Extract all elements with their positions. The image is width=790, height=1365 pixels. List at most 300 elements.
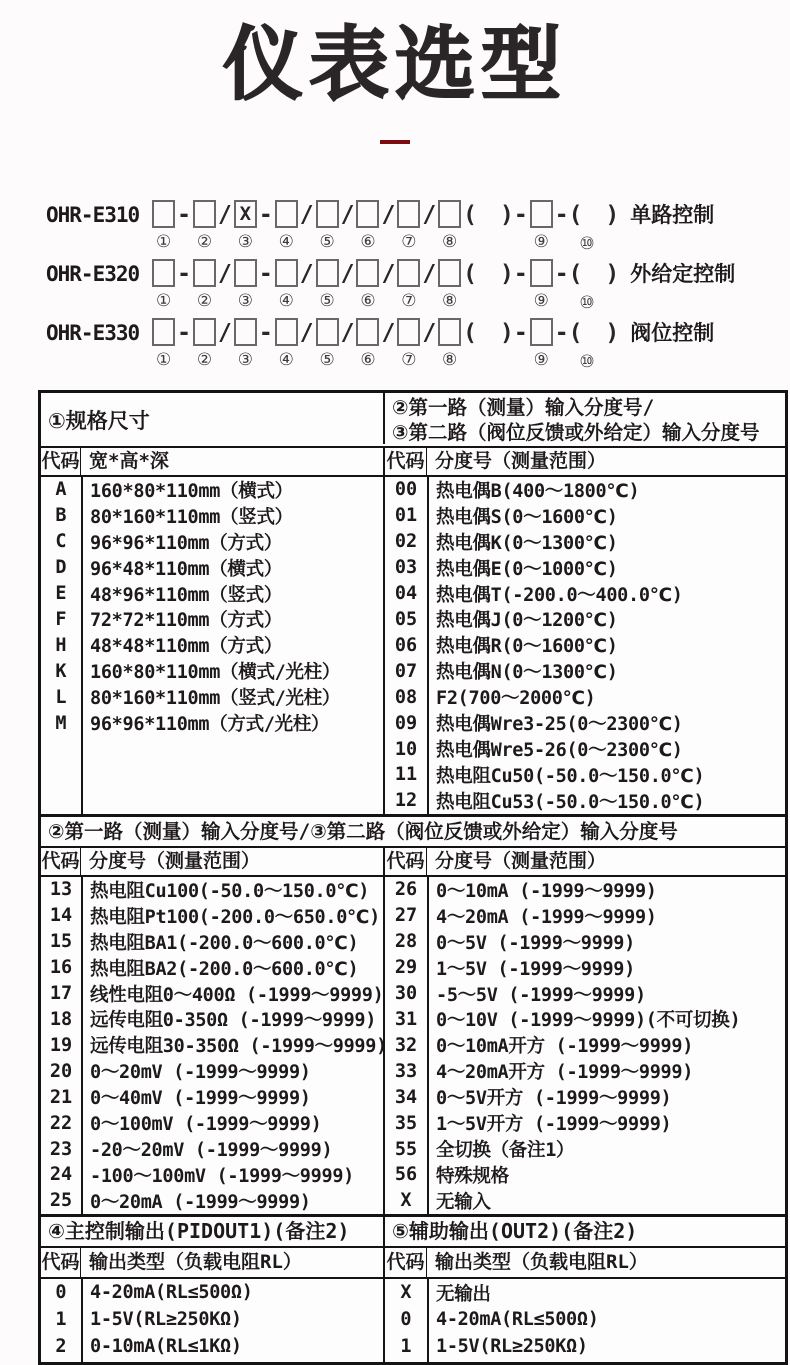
- model-separator: [300, 200, 314, 253]
- row-code: E: [55, 583, 67, 605]
- model-code-box: [356, 200, 379, 228]
- circled-number: ⑦: [401, 290, 417, 311]
- section3-left-header: ④主控制输出(PIDOUT1)(备注2): [48, 1219, 350, 1243]
- col-header-code: 代码: [385, 448, 427, 475]
- model-code-box: [530, 318, 553, 346]
- model-code-box: [152, 200, 175, 228]
- model-code-slot: [152, 259, 175, 310]
- model-code-box: [275, 200, 298, 228]
- model-code-box: [530, 259, 553, 287]
- model-code-slot: [234, 318, 257, 369]
- separator-text: ( )-: [463, 201, 528, 228]
- row-desc: 热电阻Cu53(-50.0～150.0℃): [436, 791, 705, 813]
- table-row: [41, 658, 383, 684]
- row-code: 1: [55, 1309, 67, 1330]
- row-desc: 1～5V (-1999～9999): [436, 958, 635, 980]
- table-row: [41, 1162, 383, 1188]
- row-desc: 热电阻Pt100(-200.0～650.0℃): [90, 906, 380, 928]
- table-row: [41, 1032, 387, 1058]
- model-separator: [555, 200, 620, 253]
- model-code-slot: [438, 318, 461, 369]
- row-desc: 远传电阻0-350Ω (-1999～9999): [90, 1010, 377, 1032]
- section1-left-pane: [41, 477, 383, 814]
- col-header-code: 代码: [385, 848, 427, 875]
- table-row: [41, 929, 383, 955]
- row-desc: 热电偶B(400～1800℃): [436, 480, 640, 502]
- model-code-box: [438, 318, 461, 346]
- separator-text: -: [177, 201, 192, 228]
- col-header-code: 代码: [385, 1248, 427, 1277]
- control-type-label: 阀位控制: [630, 320, 715, 345]
- model-code-slot: [397, 318, 420, 369]
- model-code-box: [316, 318, 339, 346]
- table-row: [41, 981, 383, 1007]
- row-desc: 热电偶N(0～1300℃): [436, 662, 618, 684]
- row-code: 25: [49, 1190, 73, 1212]
- circled-number: ⑥: [360, 290, 376, 311]
- table-row: [385, 762, 785, 788]
- row-code: 35: [394, 1112, 418, 1134]
- model-code-slot: [397, 259, 420, 310]
- row-code: 19: [49, 1034, 73, 1056]
- model-code-slot: [438, 200, 461, 251]
- table-row: [41, 632, 383, 658]
- row-desc: 热电阻Cu100(-50.0～150.0℃): [90, 880, 370, 902]
- table-row: [385, 1110, 785, 1136]
- model-code-slot: [193, 259, 216, 310]
- row-code: 2: [55, 1336, 67, 1357]
- circled-number: ①: [156, 349, 172, 370]
- row-code: 22: [49, 1112, 73, 1134]
- separator-text: /: [218, 201, 232, 228]
- row-code: 26: [394, 879, 418, 901]
- model-code-slot: [234, 259, 257, 310]
- circled-number: ④: [278, 231, 294, 252]
- col-header-range: 分度号（测量范围）: [435, 850, 607, 872]
- column-divider: [81, 877, 83, 1214]
- row-desc: 1-5V(RL≥250KΩ): [436, 1336, 588, 1357]
- table-row: [41, 503, 383, 529]
- table-row: [385, 955, 785, 981]
- model-code-box: [193, 318, 216, 346]
- circled-number: ⑩: [579, 292, 595, 313]
- table-row: [385, 1333, 785, 1360]
- circled-number: ③: [237, 349, 253, 370]
- row-desc: 4-20mA(RL≤500Ω): [90, 1282, 253, 1303]
- row-desc: 热电阻BA2(-200.0～600.0℃): [90, 958, 359, 980]
- row-code: 21: [49, 1086, 73, 1108]
- row-code: 0: [400, 1309, 412, 1330]
- row-desc: 热电偶T(-200.0～400.0℃): [436, 584, 683, 606]
- table-row: [41, 1306, 383, 1333]
- model-separator: [177, 259, 191, 312]
- model-separator: [555, 259, 620, 312]
- separator-text: -: [177, 260, 192, 287]
- row-desc: 热电偶Wre3-25(0～2300℃): [436, 714, 683, 736]
- circled-number: [345, 236, 350, 253]
- row-code: 32: [394, 1034, 418, 1056]
- section2-rows: [41, 877, 785, 1214]
- separator-text: /: [299, 201, 314, 228]
- circled-number: ⑤: [319, 231, 335, 252]
- model-code-box: [234, 259, 257, 287]
- table-row: [385, 529, 785, 555]
- circled-number: [386, 295, 391, 312]
- selection-table: [38, 390, 788, 1365]
- model-separator: [422, 200, 436, 253]
- circled-number: ④: [278, 290, 294, 311]
- row-code: 29: [394, 957, 418, 979]
- table-row: [385, 581, 785, 607]
- table-row: [41, 477, 383, 503]
- circled-number: [427, 236, 432, 253]
- model-separator: [300, 318, 314, 371]
- row-desc: 0-10mA(RL≤1KΩ): [90, 1336, 242, 1357]
- model-separator: [381, 200, 395, 253]
- col-header-code: 代码: [41, 848, 81, 875]
- separator-text: ( )-: [463, 260, 528, 287]
- circled-number: [181, 354, 186, 371]
- row-code: C: [55, 531, 67, 553]
- col-header-code: 代码: [41, 1248, 81, 1277]
- row-desc: 72*72*110mm（方式）: [90, 610, 283, 632]
- separator-text: -: [177, 319, 192, 346]
- row-desc: 0～20mV (-1999～9999): [90, 1062, 311, 1084]
- model-code-box: [438, 200, 461, 228]
- circled-number: ⑤: [319, 290, 335, 311]
- separator-text: /: [340, 201, 355, 228]
- model-code-box: [193, 259, 216, 287]
- circled-number: ②: [196, 290, 213, 311]
- separator-text: ( )-: [463, 319, 528, 346]
- table-row: [41, 903, 383, 929]
- model-code-slot: [152, 318, 175, 369]
- col-header-range: 分度号（测量范围）: [435, 450, 607, 472]
- table-row: [41, 1084, 383, 1110]
- separator-text: /: [218, 319, 232, 346]
- section3-right-pane: [383, 1279, 785, 1362]
- row-desc: 全切换（备注1）: [436, 1140, 575, 1162]
- row-desc: 4～20mA开方 (-1999～9999): [436, 1062, 694, 1084]
- row-desc: 80*160*110mm（竖式/光柱）: [90, 688, 341, 710]
- model-separator: [341, 318, 355, 371]
- circled-number: ⑨: [533, 290, 549, 311]
- row-code: L: [55, 686, 67, 708]
- model-separator: [463, 259, 528, 312]
- row-desc: 0～5V开方 (-1999～9999): [436, 1088, 672, 1110]
- section1-rows: [41, 477, 785, 814]
- row-desc: 热电阻Cu50(-50.0～150.0℃): [436, 765, 705, 787]
- table-row: [41, 581, 383, 607]
- row-desc: 1-5V(RL≥250KΩ): [90, 1309, 242, 1330]
- model-line: [46, 259, 790, 313]
- column-divider: [427, 877, 429, 1214]
- separator-text: /: [381, 319, 396, 346]
- model-code-slot: [438, 259, 461, 310]
- model-name: OHR-E330: [46, 320, 140, 345]
- circled-number: ④: [278, 349, 294, 370]
- row-desc: 80*160*110mm（竖式）: [90, 506, 293, 528]
- table-row: [385, 736, 785, 762]
- separator-text: /: [422, 260, 437, 287]
- separator-text: /: [340, 319, 355, 346]
- model-code-box: [356, 318, 379, 346]
- model-separator: [259, 259, 273, 312]
- column-divider: [427, 477, 429, 814]
- separator-text: -( ): [554, 260, 620, 287]
- row-desc: 48*96*110mm（竖式）: [90, 584, 283, 606]
- section1-right-header-line2: ③第二路（阀位反馈或外给定）输入分度号: [392, 421, 760, 444]
- row-desc: 热电阻BA1(-200.0～600.0℃): [90, 932, 359, 954]
- table-row: [385, 1162, 785, 1188]
- row-code: X: [400, 1282, 412, 1303]
- separator-text: -( ): [554, 201, 620, 228]
- table-row: [385, 658, 785, 684]
- separator-text: -( ): [554, 319, 620, 346]
- row-code: 11: [394, 764, 418, 786]
- row-code: 24: [49, 1164, 73, 1186]
- table-row: [41, 555, 383, 581]
- model-separator: [381, 318, 395, 371]
- section3-right-header: ⑤辅助输出(OUT2)(备注2): [383, 1217, 785, 1246]
- col-header-code: 代码: [41, 448, 81, 475]
- model-code-slot: [356, 318, 379, 369]
- model-code-slot: [316, 259, 339, 310]
- separator-text: /: [381, 260, 396, 287]
- section1-right-pane: [383, 477, 785, 814]
- circled-number: ⑧: [442, 231, 458, 252]
- row-desc: F2(700～2000℃): [436, 688, 596, 710]
- circled-number: [222, 295, 227, 312]
- model-separator: [218, 318, 232, 371]
- table-row: [41, 529, 383, 555]
- circled-number: [345, 354, 350, 371]
- model-code-slot: [316, 200, 339, 251]
- row-desc: -20～20mV (-1999～9999): [90, 1140, 333, 1162]
- separator-text: -: [258, 201, 273, 228]
- col-header-size: 宽*高*深: [89, 450, 169, 472]
- model-code-slot: [234, 200, 257, 251]
- circled-number: ⑥: [360, 349, 376, 370]
- separator-text: /: [218, 260, 232, 287]
- model-code-box: [530, 200, 553, 228]
- row-code: 05: [394, 608, 418, 630]
- table-row: [41, 1188, 383, 1214]
- row-desc: 热电偶K(0～1300℃): [436, 532, 618, 554]
- circled-number: ②: [196, 231, 213, 252]
- control-type-label: 外给定控制: [630, 261, 736, 286]
- circled-number: ⑦: [401, 231, 417, 252]
- row-desc: 1～5V开方 (-1999～9999): [436, 1114, 672, 1136]
- circled-number: [181, 295, 186, 312]
- row-code: 30: [394, 983, 418, 1005]
- model-name: OHR-E320: [46, 261, 140, 286]
- table-row: [385, 981, 785, 1007]
- table-row: [385, 1032, 785, 1058]
- row-desc: 0～20mA (-1999～9999): [90, 1191, 311, 1213]
- model-code-box: [234, 318, 257, 346]
- circled-number: [493, 236, 498, 253]
- model-separator: [259, 318, 273, 371]
- table-row: [385, 684, 785, 710]
- circled-number: [386, 354, 391, 371]
- table-row: [41, 877, 383, 903]
- row-code: 14: [49, 905, 73, 927]
- table-row: [385, 555, 785, 581]
- row-code: D: [55, 557, 67, 579]
- model-separator: [341, 200, 355, 253]
- circled-number: [345, 295, 350, 312]
- row-code: 04: [394, 583, 418, 605]
- section2-right-pane: [383, 877, 785, 1214]
- row-desc: 0～10V (-1999～9999)(不可切换): [436, 1010, 741, 1032]
- row-desc: 热电偶E(0～1000℃): [436, 558, 618, 580]
- table-row: [385, 607, 785, 633]
- row-desc: 4～20mA (-1999～9999): [436, 906, 657, 928]
- control-type-label: 单路控制: [630, 202, 715, 227]
- row-desc: 160*80*110mm（横式/光柱）: [90, 662, 341, 684]
- circled-number: ⑦: [401, 349, 417, 370]
- model-line: [46, 200, 790, 254]
- table-row: [385, 503, 785, 529]
- column-divider: [81, 1279, 83, 1362]
- table-row: [385, 1007, 785, 1033]
- model-separator: [463, 318, 528, 371]
- model-code-box: [152, 318, 175, 346]
- row-code: A: [55, 479, 67, 501]
- model-code-slot: [275, 259, 298, 310]
- model-code-slot: [530, 200, 553, 251]
- circled-number: ⑨: [533, 349, 549, 370]
- row-code: 18: [49, 1008, 73, 1030]
- row-desc: 热电偶R(0～1600℃): [436, 636, 618, 658]
- row-code: 15: [49, 931, 73, 953]
- table-row: [41, 1058, 383, 1084]
- circled-number: ⑤: [319, 349, 335, 370]
- model-code-box: [275, 259, 298, 287]
- model-code-box: [356, 259, 379, 287]
- circled-number: [304, 295, 309, 312]
- row-code: 55: [394, 1138, 418, 1160]
- row-code: 12: [394, 790, 418, 812]
- table-row: [385, 1306, 785, 1333]
- table-row: [41, 1333, 383, 1360]
- column-divider: [81, 477, 83, 814]
- circled-number: ⑩: [579, 233, 595, 254]
- circled-number: [427, 354, 432, 371]
- model-code-slot: [356, 259, 379, 310]
- circled-number: [263, 354, 268, 371]
- row-desc: 无输入: [436, 1191, 491, 1213]
- model-code-slot: [275, 318, 298, 369]
- table-row: [385, 788, 785, 814]
- row-code: 13: [49, 879, 73, 901]
- model-code-slot: [530, 318, 553, 369]
- circled-number: [493, 354, 498, 371]
- model-code-lines: [46, 200, 790, 372]
- row-code: 56: [394, 1164, 418, 1186]
- row-desc: 热电偶S(0～1600℃): [436, 506, 618, 528]
- table-row: [41, 1110, 383, 1136]
- separator-text: /: [340, 260, 355, 287]
- section1-left-header: ①规格尺寸: [48, 408, 150, 433]
- row-code: F: [55, 608, 67, 630]
- col-header-output-type: 输出类型（负载电阻RL）: [435, 1251, 648, 1273]
- model-separator: [463, 200, 528, 253]
- circled-number: ⑩: [579, 351, 595, 372]
- separator-text: /: [422, 201, 437, 228]
- row-code: 31: [394, 1008, 418, 1030]
- circled-number: [493, 295, 498, 312]
- row-code: 07: [394, 660, 418, 682]
- model-code-box: [316, 259, 339, 287]
- row-code: 06: [394, 634, 418, 656]
- row-code: 0: [55, 1282, 67, 1303]
- row-code: 27: [394, 905, 418, 927]
- model-separator: [218, 259, 232, 312]
- row-code: 09: [394, 712, 418, 734]
- row-code: 17: [49, 983, 73, 1005]
- row-code: 02: [394, 531, 418, 553]
- model-code-slot: [397, 200, 420, 251]
- model-separator: [259, 200, 273, 253]
- table-row: [385, 710, 785, 736]
- row-desc: 96*48*110mm（横式）: [90, 558, 283, 580]
- row-code: 03: [394, 557, 418, 579]
- table-row: [385, 903, 785, 929]
- circled-number: [263, 236, 268, 253]
- model-code-slot: [530, 259, 553, 310]
- table-row: [41, 1007, 383, 1033]
- row-desc: 0～100mV (-1999～9999): [90, 1114, 322, 1136]
- circled-number: ⑧: [442, 290, 458, 311]
- section1-header-row: [41, 393, 785, 448]
- circled-number: [304, 354, 309, 371]
- page-title: 仪表选型: [223, 18, 567, 111]
- section2-left-pane: [41, 877, 387, 1214]
- circled-number: ⑥: [360, 231, 376, 252]
- table-row: [385, 1188, 785, 1214]
- table-row: [385, 877, 785, 903]
- section3-subheader-row: [41, 1248, 785, 1279]
- row-code: 00: [394, 479, 418, 501]
- model-separator: [300, 259, 314, 312]
- section3-header-row: [41, 1214, 785, 1248]
- table-row: [385, 632, 785, 658]
- row-desc: 无输出: [436, 1283, 491, 1305]
- circled-number: [222, 236, 227, 253]
- row-desc: 0～10mA开方 (-1999～9999): [436, 1036, 694, 1058]
- model-separator: [422, 259, 436, 312]
- row-desc: 热电偶Wre5-26(0～2300℃): [436, 740, 683, 762]
- model-name: OHR-E310: [46, 202, 140, 227]
- model-code-slot: [356, 200, 379, 251]
- section1-right-header-line1: ②第一路（测量）输入分度号/: [392, 396, 655, 419]
- model-code-slot: [193, 200, 216, 251]
- model-code-box: [397, 318, 420, 346]
- table-row: [41, 710, 383, 736]
- row-code: M: [55, 712, 67, 734]
- model-separator: [218, 200, 232, 253]
- row-desc: 96*96*110mm（方式/光柱）: [90, 714, 330, 736]
- model-line: [46, 318, 790, 372]
- circled-number: [304, 236, 309, 253]
- column-divider: [427, 1279, 429, 1362]
- separator-text: /: [299, 260, 314, 287]
- circled-number: ③: [237, 231, 253, 252]
- row-desc: 4-20mA(RL≤500Ω): [436, 1309, 599, 1330]
- table-row: [41, 1136, 383, 1162]
